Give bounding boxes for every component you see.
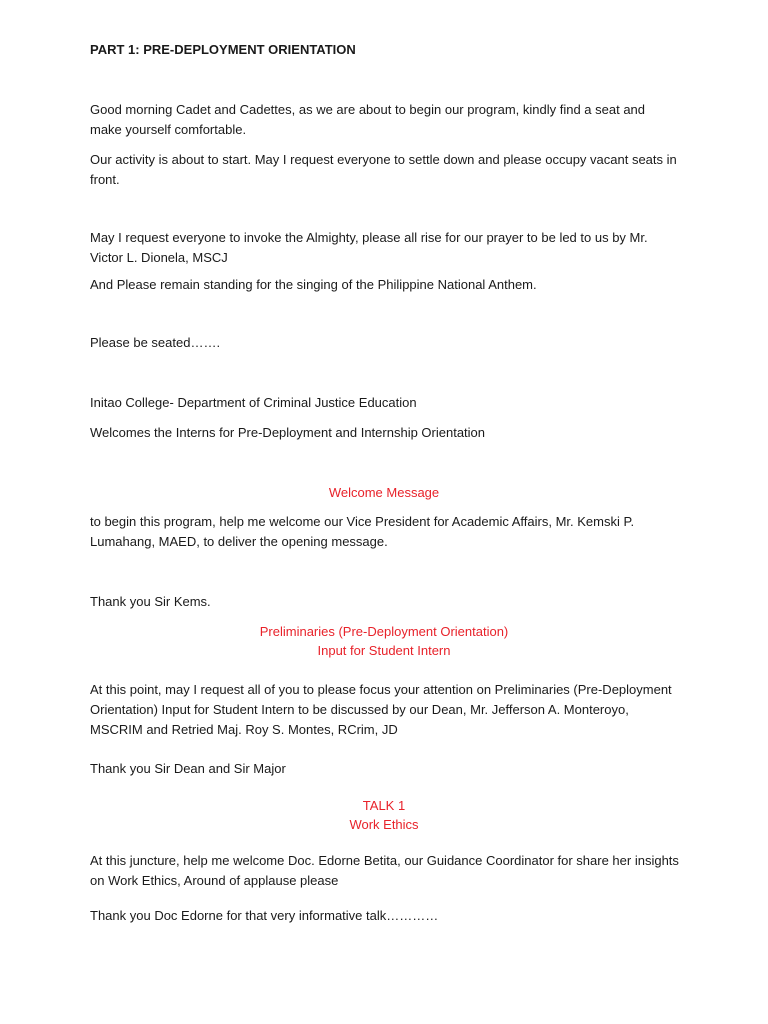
section-heading-welcome: Welcome Message (328, 485, 440, 500)
section-subheading-input: Input for Student Intern (317, 643, 451, 658)
section-heading-talk: TALK 1 (362, 798, 406, 813)
paragraph-thank-kems: Thank you Sir Kems. (90, 594, 211, 609)
paragraph-greeting: Good morning Cadet and Cadettes, as we are about to begin our program, kindly find a seat and make yourself comfortable. (90, 102, 646, 137)
section-heading-preliminaries: Preliminaries (Pre-Deployment Orientation) (259, 624, 509, 639)
paragraph-thank-dean: Thank you Sir Dean and Sir Major (90, 761, 286, 776)
paragraph-opening-message: to begin this program, help me welcome our Vice President for Academic Affairs, Mr. Kemski P. Lumahang, MAED, to deliver the opening message. (90, 514, 635, 549)
paragraph-work-ethics: At this juncture, help me welcome Doc. Edorne Betita, our Guidance Coordinator for share her insights on Work Ethics, Around of applause please (90, 853, 679, 888)
paragraph-college: Initao College- Department of Criminal Justice Education (90, 395, 417, 410)
section-subheading-work-ethics: Work Ethics (349, 817, 419, 832)
paragraph-preliminaries: At this point, may I request all of you to please focus your attention on Preliminaries (Pre-Deployment Orientation) Input for Student Intern to be discussed by our Dean, Mr. Jefferson A. Monteroyo, MSCRIM and Retried Maj. Roy S. Montes, RCrim, JD (90, 682, 672, 737)
paragraph-settle-down: Our activity is about to start. May I request everyone to settle down and please occupy vacant seats in front. (90, 152, 677, 187)
paragraph-prayer: May I request everyone to invoke the Almighty, please all rise for our prayer to be led to us by Mr. Victor L. Dionela, MSCJ (90, 230, 648, 265)
paragraph-welcomes: Welcomes the Interns for Pre-Deployment and Internship Orientation (90, 425, 486, 440)
paragraph-thank-edorne: Thank you Doc Edorne for that very informative talk………… (90, 908, 439, 923)
document-heading: PART 1: PRE-DEPLOYMENT ORIENTATION (90, 42, 356, 57)
paragraph-anthem: And Please remain standing for the singing of the Philippine National Anthem. (90, 277, 537, 292)
paragraph-be-seated: Please be seated……. (90, 335, 221, 350)
